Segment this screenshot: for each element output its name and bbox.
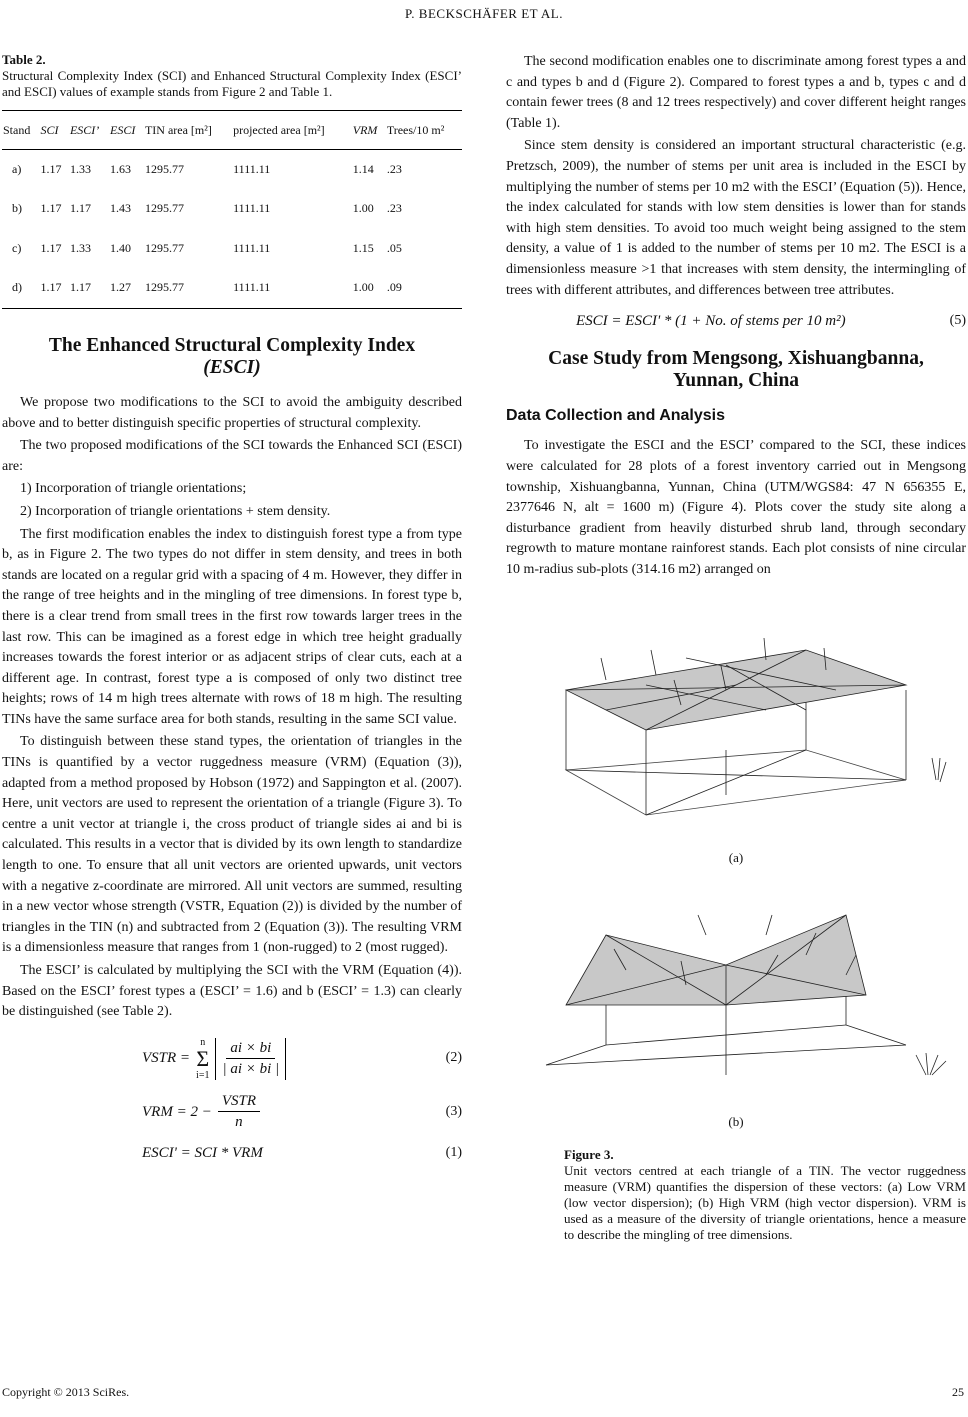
eq2-lhs: VSTR = xyxy=(142,1050,191,1067)
table-cell: 1.63 xyxy=(110,161,131,176)
paragraph: To investigate the ESCI and the ESCI’ compared to the SCI, these indices were calculated for 28 plots of a forest inventory carried out in Mengsong township, Xishuangbanna, Yunnan, China (UTM/WGS84: 47 N 656355 E, 2377646 N, alt = 1600 m) (Figure 4). Plots cover the study site along a disturbance gradient from heavily disturbed shrub land, through secondary regrowth to mature montane rainforest stands. Each plot consists of nine circular 10 m-radius sub-plots (314.16 m2) arranged on xyxy=(506,438,966,577)
table-cell: c) xyxy=(12,240,22,255)
table-caption: Structural Complexity Index (SCI) and Enhanced Structural Complexity Index (ESCI’ and ESCI) values of example stands from Figure 2 and Table 1. xyxy=(2,68,462,99)
subsection-title: Data Collection and Analysis xyxy=(506,406,726,424)
table-cell: .09 xyxy=(386,280,402,295)
figure-label-b: (b) xyxy=(728,1114,744,1130)
table-header-cell: ESCI’ xyxy=(69,123,100,137)
paragraph: To distinguish between these stand types, the orientation of triangles in the TINs is quantified by a vector ruggedness measure (VRM) (Equation (3)), adapted from a method proposed by Hobson (1972) and Sappington et al. (2007). Here, unit vectors are used to represent the orientation of a triangle (Figure 3). To centre a unit vector at triangle i, the cross product of triangle sides ai and bi is calculated. This results in a vector that is divided by its own length to standardize length to one. To ensure that all unit vectors are oriented upwards, unit vectors with a negative z-coordinate are mirrored. All unit vectors are summed, resulting in a new vector whose strength (VSTR, Equation (2)) is divided by the number of triangles in the TIN (n) and subtracted from 2 (Equation (3)). The resulting VRM is a dimensionless measure that ranges from 1 (non-rugged) to 2 (most rugged). xyxy=(2,734,462,956)
table-cell: 1.17 xyxy=(69,280,91,295)
table-header-cell: ESCI xyxy=(110,123,136,137)
left-column xyxy=(2,52,462,1174)
paragraph: The second modification enables one to discriminate among forest types a and c and types b and d (Figure 2). Compared to forest types a and b, types c and d contain fewer trees (8 and 12 trees respectively) and cover different height ranges (Table 1). xyxy=(506,54,966,131)
eq3-number: (3) xyxy=(445,1103,462,1119)
copyright: Copyright © 2013 SciRes. xyxy=(2,1385,130,1399)
table-cell: d) xyxy=(12,280,22,295)
table-cell: 1.17 xyxy=(40,161,62,176)
eq2-number: (2) xyxy=(445,1050,462,1066)
table-2 xyxy=(2,110,462,309)
table-cell: .23 xyxy=(386,201,402,216)
list-item: 1) Incorporation of triangle orientations; xyxy=(20,481,247,497)
paragraph: The ESCI’ is calculated by multiplying the SCI with the VRM (Equation (4)). Based on the ESCI’ forest types a (ESCI’ = 1.6) and b (ESCI’ = 1.3) can clearly be distinguished (see Table 2). xyxy=(2,963,462,1020)
eq2-denominator: | ai × bi | xyxy=(222,1061,280,1078)
table-cell: 1.33 xyxy=(69,161,91,176)
table-cell: 1295.77 xyxy=(144,280,184,295)
table-body xyxy=(2,149,462,308)
section-title-line1: The Enhanced Structural Complexity Index xyxy=(48,334,416,356)
paragraph: Since stem density is considered an important structural characteristic (e.g. Pretzsch, 2009), the number of stems per unit area is included in the ESCI by multiplying the number of stems per 10 m2 with the ESCI’ (Equation (5)). Hence, the index calculated for stands with low stem densities is lower than for stands with high stem densities. To avoid too much weight being assigned to the stem density, a value of 1 is added to the number of stems per 10 m2. The ESCI is a dimensionless measure >1 that increases with stem density, the intermingling of trees with different attributes, and differences between tree attributes. xyxy=(506,138,966,298)
table-cell: 1.00 xyxy=(352,201,374,216)
table-cell: 1.15 xyxy=(352,240,374,255)
eq2-numerator: ai × bi xyxy=(226,1038,275,1060)
figure-label-a: (a) xyxy=(728,850,744,866)
table-cell: 1.33 xyxy=(69,240,91,255)
table-cell: 1.14 xyxy=(352,161,374,176)
section-title xyxy=(2,335,462,379)
table-cell: .05 xyxy=(386,240,402,255)
eq1-number: (1) xyxy=(445,1144,462,1160)
section-title xyxy=(506,348,966,392)
eq3-denominator: n xyxy=(235,1114,243,1131)
table-cell: a) xyxy=(12,161,22,176)
equation-1 xyxy=(2,1143,462,1164)
table-cell: 1.40 xyxy=(110,240,131,255)
table-cell: 1111.11 xyxy=(233,240,271,255)
eq1-text: ESCI' = SCI * VRM xyxy=(142,1144,263,1161)
table-header-cell: VRM xyxy=(352,123,378,137)
page-number: 25 xyxy=(952,1385,964,1399)
section2-title-line1: Case Study from Mengsong, Xishuangbanna, xyxy=(548,347,924,369)
eq3-numerator: VSTR xyxy=(218,1091,260,1113)
paragraph: The first modification enables the index to distinguish forest type a from type b, as in Figure 2. The two types do not differ in stem density, and trees in both stands are located on a regular grid with a spacing of 4 m. However, they differ in the range of tree heights and in the mingling of tree dimensions. In forest type b, there is a clear trend from small trees in the first row towards larger trees in the last row. This can be imagined as a forest edge in which tree height gradually increases towards the forest interior or as adjacent strips of clear cuts, each at a different age. In contrast, forest type a is composed of only two distinct tree heights; rows of 14 m high trees alternate with rows of 18 m high. The resulting TINs have the same surface area for both stands, resulting in the same SCI value. xyxy=(2,526,462,727)
table-header-row xyxy=(2,111,462,150)
running-header: P. BECKSCHÄFER ET AL. xyxy=(405,6,563,21)
right-column xyxy=(506,52,966,1243)
table-row xyxy=(2,149,462,189)
table-cell: 1.27 xyxy=(110,280,131,295)
table-cell: .23 xyxy=(386,161,402,176)
eq3-lhs: VRM = 2 − xyxy=(142,1103,212,1120)
eq2-lower: i=1 xyxy=(196,1069,210,1081)
table-cell: 1.00 xyxy=(352,280,374,295)
table-header-cell: projected area [m²] xyxy=(233,123,325,137)
table-header-cell: Stand xyxy=(3,123,31,137)
table-cell: 1295.77 xyxy=(144,161,184,176)
table-cell: 1.17 xyxy=(40,280,62,295)
table-cell: 1111.11 xyxy=(233,161,271,176)
equation-2 xyxy=(2,1037,462,1081)
table-cell: 1.17 xyxy=(40,240,62,255)
table-cell: 1.43 xyxy=(110,201,131,216)
table-cell: 1295.77 xyxy=(144,240,184,255)
eq5-text: ESCI = ESCI' * (1 + No. of stems per 10 m²) xyxy=(576,313,846,330)
tin-diagram-low-vrm xyxy=(506,630,966,840)
table-header-cell: Trees/10 m² xyxy=(386,123,445,137)
table-cell: 1295.77 xyxy=(144,201,184,216)
eq2-upper: n xyxy=(200,1036,206,1048)
figure-title: Figure 3. xyxy=(564,1146,614,1162)
table-header-cell: TIN area [m²] xyxy=(144,123,212,137)
table-row xyxy=(2,229,462,269)
section2-title-line2: Yunnan, China xyxy=(672,369,800,391)
table-header-cell: SCI xyxy=(40,123,59,137)
table-cell: 1111.11 xyxy=(233,201,271,216)
table-cell: 1.17 xyxy=(40,201,62,216)
table-row xyxy=(2,268,462,308)
paragraph: The two proposed modifications of the SCI towards the Enhanced SCI (ESCI) are: xyxy=(2,438,462,474)
table-cell: b) xyxy=(12,201,22,216)
figure-3 xyxy=(506,630,966,1242)
figure-caption: Unit vectors centred at each triangle of a TIN. The vector ruggedness measure (VRM) quantifies the dispersion of these vectors: (a) Low VRM (low vector dispersion); (b) High VRM (high vector dispersion). VRM is used as a measure of the diversity of triangle orientations, hence a measure to describe the mingling of tree dimensions. xyxy=(564,1162,966,1242)
equation-5 xyxy=(506,311,966,332)
eq5-number: (5) xyxy=(949,313,966,329)
paragraph: We propose two modifications to the SCI to avoid the ambiguity described above and to better distinguish specific properties of structural complexity. xyxy=(2,394,462,431)
list-item: 2) Incorporation of triangle orientations + stem density. xyxy=(20,503,331,519)
equation-3 xyxy=(2,1091,462,1133)
tin-diagram-high-vrm xyxy=(506,875,966,1105)
table-cell: 1111.11 xyxy=(233,280,271,295)
table-row xyxy=(2,189,462,229)
section-title-line2: (ESCI) xyxy=(203,356,261,378)
sum-symbol: Σ xyxy=(196,1045,210,1071)
table-cell: 1.17 xyxy=(69,201,91,216)
table-title: Table 2. xyxy=(2,52,46,67)
